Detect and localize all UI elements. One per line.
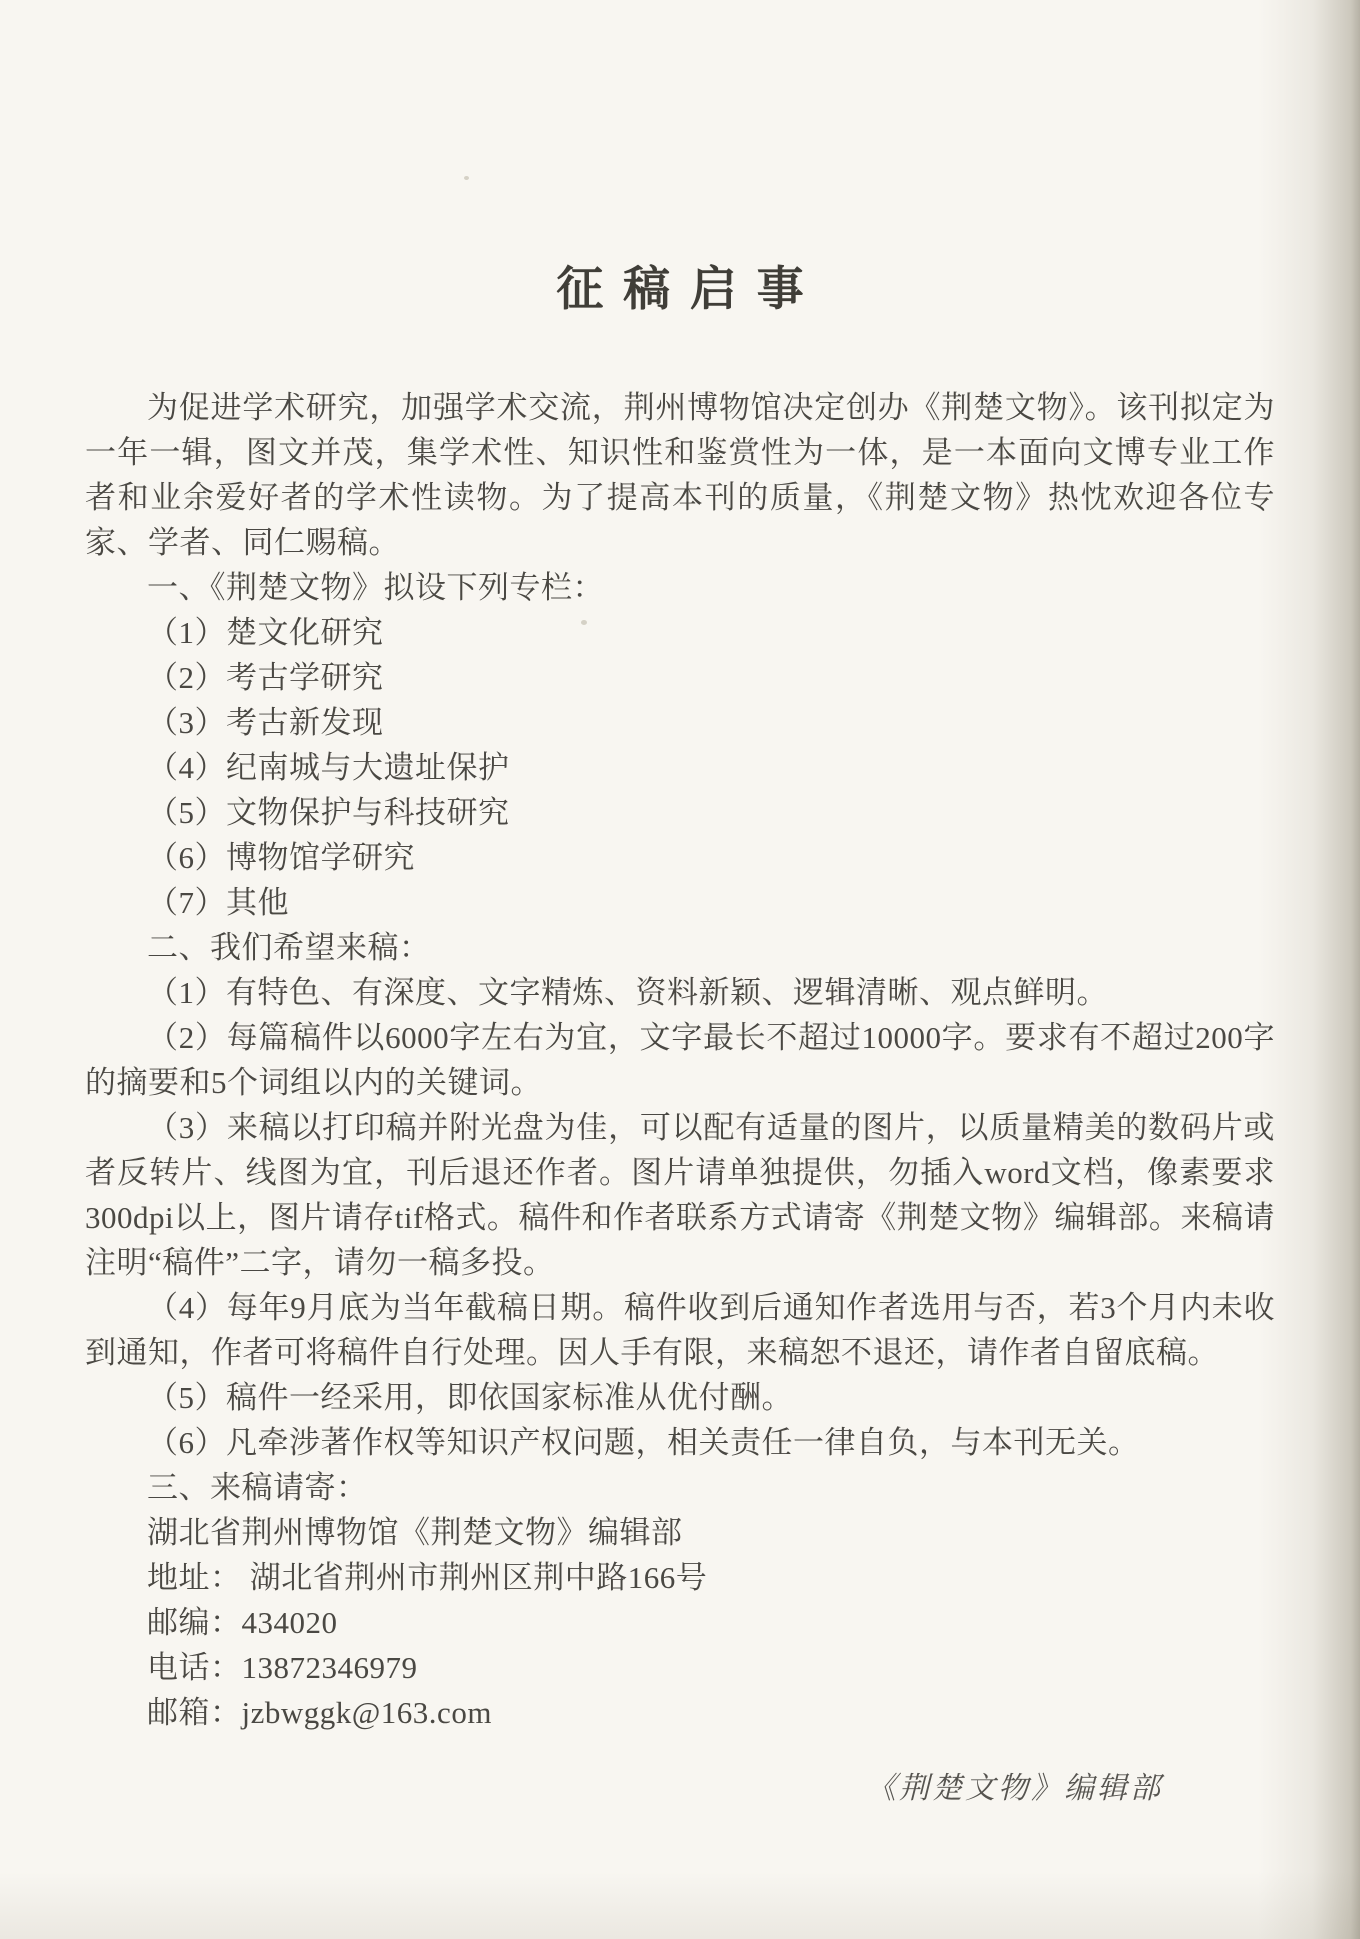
contact-address: 地址： 湖北省荆州市荆州区荆中路166号 (147, 1560, 708, 1595)
page-title: 征稿启事 (556, 264, 824, 316)
section1-heading: 一、《荆楚文物》拟设下列专栏： (147, 570, 604, 605)
section2-item: （6）凡牵涉著作权等知识产权问题，相关责任一律自负，与本刊无关。 (147, 1425, 1140, 1460)
section2-heading: 二、我们希望来稿： (147, 930, 431, 965)
contact-email: 邮箱：jzbwggk@163.com (147, 1695, 492, 1730)
section1-item: （6）博物馆学研究 (147, 840, 415, 875)
section2-item: （3）来稿以打印稿并附光盘为佳，可以配有适量的图片，以质量精美的数码片或者反转片、线图为宜，刊后退还作者。图片请单独提供，勿插入word文档，像素要求300dpi以上，图片请存tif格式。稿件和作者联系方式请寄《荆楚文物》编辑部。来稿请注明“稿件”二字，请勿一稿多投。 (85, 1110, 1275, 1280)
section1-item: （4）纪南城与大遗址保护 (147, 750, 510, 785)
scan-speck (464, 176, 469, 180)
section1-item: （5）文物保护与科技研究 (147, 795, 510, 830)
contact-phone: 电话：13872346979 (147, 1650, 418, 1685)
section1-item: （7）其他 (147, 885, 289, 920)
section1-item: （2）考古学研究 (147, 660, 384, 695)
section1-item: （3）考古新发现 (147, 705, 384, 740)
section3-heading: 三、来稿请寄： (147, 1470, 368, 1505)
section2-item: （2）每篇稿件以6000字左右为宜，文字最长不超过10000字。要求有不超过200字的摘要和5个词组以内的关键词。 (85, 1020, 1275, 1100)
scan-speck (581, 620, 587, 625)
intro-paragraph: 为促进学术研究，加强学术交流，荆州博物馆决定创办《荆楚文物》。该刊拟定为一年一辑，图文并茂，集学术性、知识性和鉴赏性为一体，是一本面向文博专业工作者和业余爱好者的学术性读物。为了提高本刊的质量，《荆楚文物》热忱欢迎各位专家、学者、同仁赐稿。 (85, 390, 1275, 560)
section2-item: （4）每年9月底为当年截稿日期。稿件收到后通知作者选用与否，若3个月内未收到通知，作者可将稿件自行处理。因人手有限，来稿恕不退还，请作者自留底稿。 (85, 1290, 1275, 1370)
contact-postcode: 邮编：434020 (147, 1605, 338, 1640)
section1-item: （1）楚文化研究 (147, 615, 384, 650)
signature: 《荆楚文物》编辑部 (866, 1772, 1163, 1805)
section2-item: （1）有特色、有深度、文字精炼、资料新颖、逻辑清晰、观点鲜明。 (147, 975, 1108, 1010)
document-body (85, 385, 1275, 1735)
contact-recipient: 湖北省荆州博物馆《荆楚文物》编辑部 (147, 1515, 683, 1550)
section2-item: （5）稿件一经采用，即依国家标准从优付酬。 (147, 1380, 793, 1415)
